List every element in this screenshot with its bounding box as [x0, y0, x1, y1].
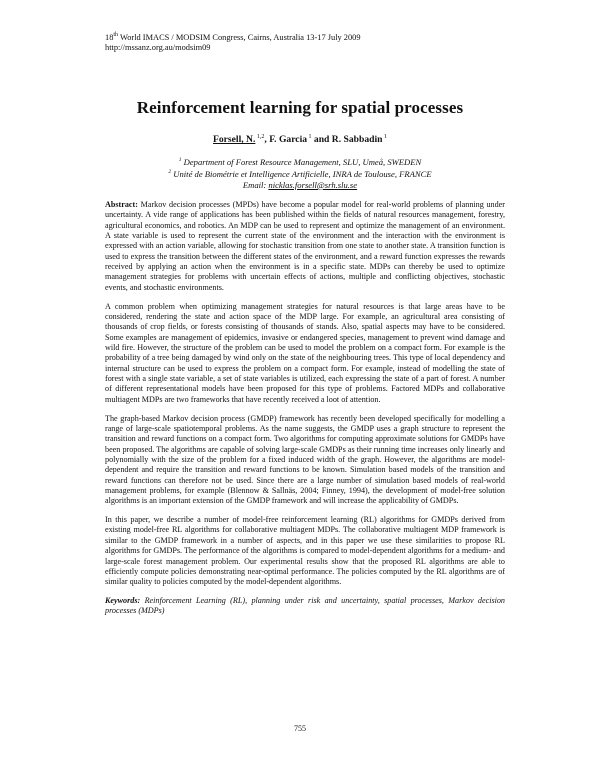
email-line — [0, 180, 600, 191]
author-garcia-affil: 1 — [307, 134, 312, 140]
email-label: Email: — [242, 179, 269, 190]
conference-name: World IMACS / MODSIM Congress, Cairns, Australia 13-17 July 2009 — [118, 32, 361, 42]
edition-number: 18 — [105, 32, 114, 42]
conference-header — [105, 30, 361, 54]
author-forsell: Forsell, N. — [213, 134, 256, 146]
affiliation-2-text: Unité de Biométrie et Intelligence Artificielle, INRA de Toulouse, FRANCE — [171, 169, 432, 180]
affiliation-2-marker: 2 — [168, 169, 172, 176]
abstract — [105, 200, 505, 293]
affiliations — [0, 155, 600, 191]
abstract-text: Markov decision processes (MPDs) have become a popular model for real-world problems of planning under uncertainty. A vide range of applications has been published within the fields of natural resources management, forestry, agricultural economics, and robotics. An MDP can be used to represent and optimize the management of an environment. A state variable is used to represent the current state of the environment and the interaction with the environment is expressed with an action variable, allowing for stochastic transition from one state to another state. A transition function is used to express the transition between the different states of the environment, and a reward function expresses the rewards received by applying an action when the environment is in a specific state. MDPs can thereby be used to optimize management strategies for problems with uncertain effects of actions, multiple and conflicting objectives, stochastic events, and stochastic environments. — [105, 200, 505, 292]
affiliation-1-text: Department of Forest Resource Management, SLU, Umeå, SWEDEN — [181, 156, 422, 167]
affiliation-1-marker: 1 — [178, 157, 182, 163]
keywords — [105, 596, 505, 617]
paper-title: Reinforcement learning for spatial processes — [136, 98, 464, 117]
author-forsell-affil: 1,2 — [255, 134, 265, 140]
author-list — [0, 134, 600, 145]
affiliation-2 — [0, 167, 600, 179]
body-paragraph-3: In this paper, we describe a number of model-free reinforcement learning (RL) algorithms for GMDPs derived from existing model-free RL algorithms for collaborative multiagent MDPs. The collaborative multiagent MDP framework is similar to the GMDP framework in a number of aspects, and in this paper we use these similarities to propose RL algorithms for GMDPs. The performance of the algorithms is compared to model-dependent algorithms for a medium- and large-scale forest management problem. Our experimental results show that the proposed RL algorithms are able to efficiently compute policies demonstrating near-optimal performance. The policies computed by the RL algorithms are of similar quality to policies computed by the model-dependent algorithms. — [105, 515, 505, 587]
paper-body — [105, 200, 505, 625]
author-garcia: , F. Garcia — [264, 134, 308, 146]
keywords-text: Reinforcement Learning (RL), planning under risk and uncertainty, spatial processes, Markov decision processes (MDPs) — [105, 596, 505, 616]
author-sabbadin-affil: 1 — [382, 134, 387, 140]
page-number: 755 — [294, 724, 306, 733]
keywords-label: Keywords: — [105, 596, 141, 606]
body-paragraph-2: The graph-based Markov decision process (GMDP) framework has recently been developed specifically for modelling a range of large-scale spatiotemporal problems. As the name suggests, the GMDP uses a graph structure to represent the transition and reward functions on a compact form. Two algorithms for computing approximate solutions for GMDPs have been proposed. The algorithms are capable of solving large-scale GMDPs as their running time increases only linearly and polynomially with the size of the problem for a fixed induced width of the graph. However, the algorithms are model-dependent and require the transition and reward functions to be known. Simulation based models of the transition and reward functions can therefore not be used. Since there are a large number of simulation based models of real-world management problems, for example (Blennow & Sallnäs, 2004; Finney, 1994), the development of model-free solution algorithms is an important extension of the GMDP framework and will increase the applicability of GMDPs. — [105, 413, 505, 506]
conference-url: http://mssanz.org.au/modsim09 — [105, 43, 211, 53]
edition-suffix: th — [113, 32, 119, 38]
email-link[interactable]: nicklas.forsell@srh.slu.se — [268, 179, 358, 190]
body-paragraph-1: A common problem when optimizing management strategies for natural resources is that large areas have to be considered, rendering the state and action space of the MDP large. For example, an agricultural area consisting of thousands of crop fields, or forests consisting of thousands of stands. Also, spatial aspects may have to be considered. Some examples are management of epidemics, invasive or endangered species, management to prevent wind damage and wild fire. However, the structure of the problem can be used to model the problem on a compact form. For example is the probability of a tree being damaged by wind only on the state of the neighbouring trees. This type of local dependency and internal structure can be used to express the problem on a compact form. For example, instead of modelling the state of forest with a single state variable, a set of state variables is utilized, each expressing the state of a part of forest. A number of different representational models have been proposed for this type of problems. Factored MDPs and collaborative multiagent MDPs are two frameworks that have recently received a loot of attention. — [105, 301, 505, 404]
affiliation-1 — [0, 155, 600, 167]
abstract-label: Abstract: — [105, 200, 138, 209]
author-sabbadin: and R. Sabbadin — [311, 134, 383, 146]
conference-line — [105, 30, 361, 43]
